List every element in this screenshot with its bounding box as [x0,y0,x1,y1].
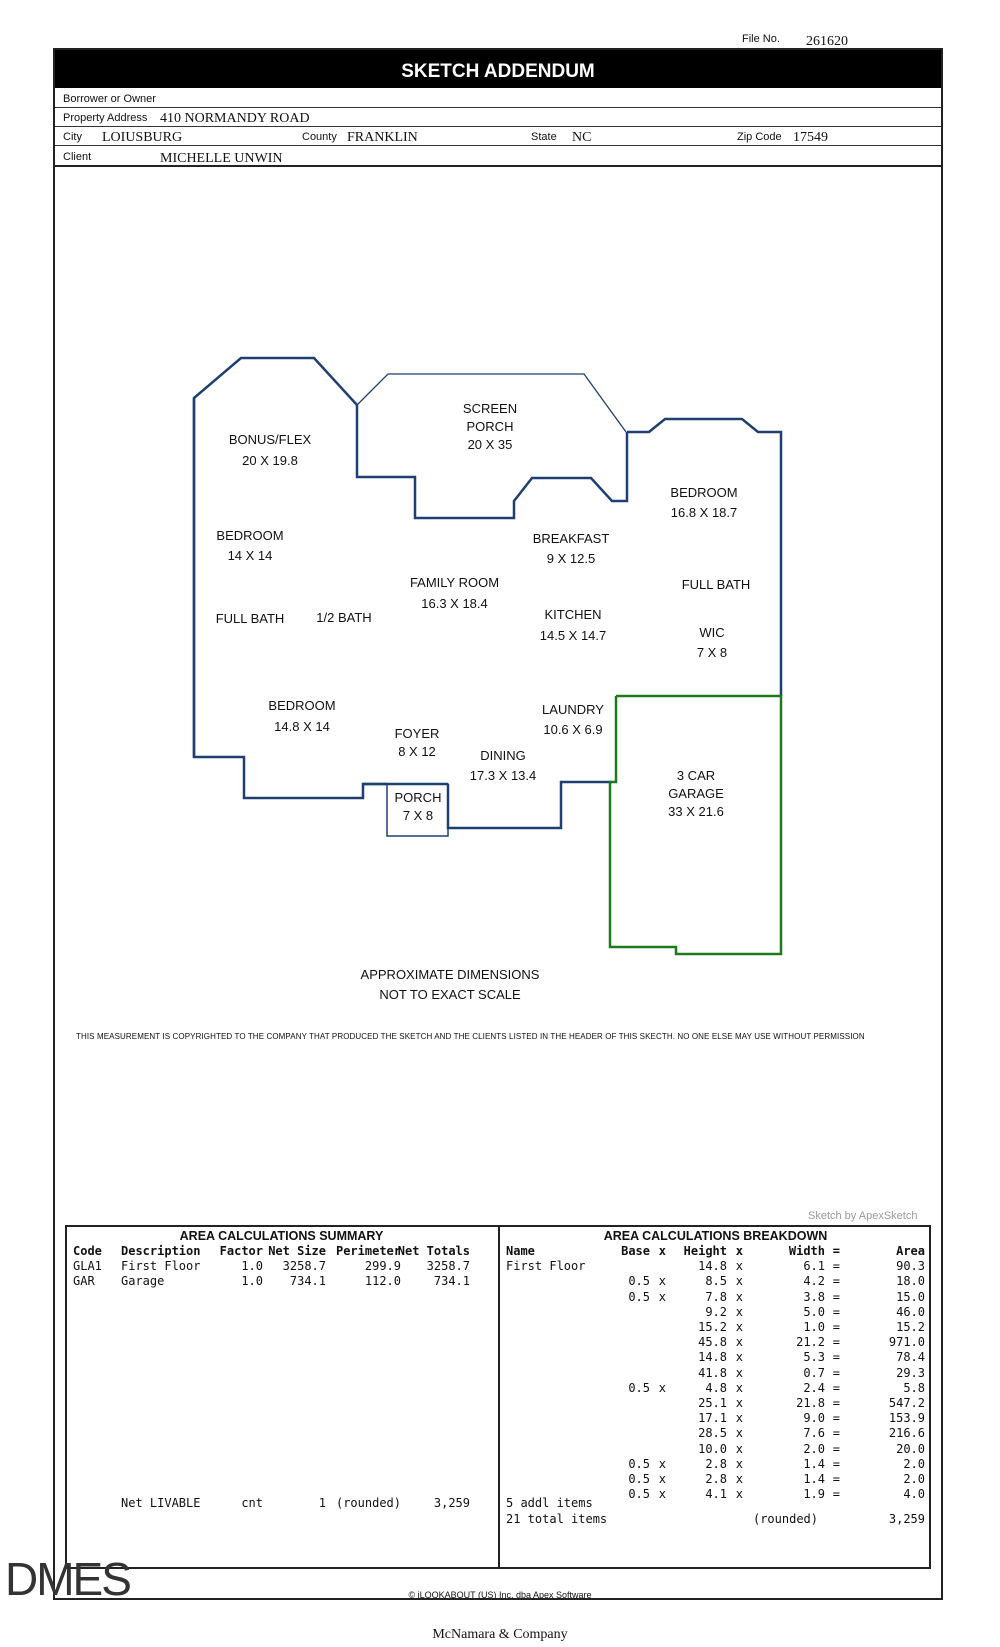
breakdown-operator: x [658,1274,666,1289]
breakdown-height: 7.8 [705,1289,727,1304]
room-dims: 16.3 X 18.4 [421,596,488,611]
breakdown-title: AREA CALCULATIONS BREAKDOWN [603,1229,828,1243]
borrower-label: Borrower or Owner [63,93,156,105]
summary-row-cell: 734.1 [289,1274,326,1289]
breakdown-header-cell: Width [788,1244,825,1258]
room-dims: 20 X 35 [467,437,513,452]
breakdown-operator: = [832,1259,840,1274]
room-dims: 14 X 14 [227,548,273,563]
city-label: City [63,131,82,143]
breakdown-area: 18.0 [896,1274,925,1289]
breakdown-operator: x [735,1472,743,1486]
breakdown-width: 7.6 [803,1426,825,1441]
room-garage [651,767,741,821]
breakdown-operator: x [735,1441,743,1456]
room-name: SCREEN PORCH [462,401,518,434]
breakdown-operator: x [658,1472,666,1486]
breakdown-header-cell: Name [506,1244,535,1258]
room-name: WIC [699,625,725,640]
breakdown-factor: 0.5 [628,1487,650,1502]
breakdown-height: 28.5 [698,1426,727,1441]
breakdown-width: 21.8 [796,1396,825,1410]
room-dims: 14.5 X 14.7 [539,628,607,643]
breakdown-width: 21.2 [796,1335,825,1350]
summary-total-cell: 1 [318,1496,326,1511]
room-foyer [367,725,467,761]
breakdown-width: 5.3 [803,1350,825,1365]
room-dims: 16.8 X 18.7 [670,505,738,520]
zip-label: Zip Code [737,131,782,143]
breakdown-width: 1.4 [803,1472,825,1486]
breakdown-operator: x [735,1320,743,1334]
summary-row-cell: 3258.7 [426,1259,470,1274]
summary-row-cell: 1.0 [241,1259,263,1274]
summary-row-cell: GAR [73,1274,95,1289]
breakdown-width: 9.0 [803,1411,825,1426]
breakdown-height: 15.2 [698,1320,727,1334]
breakdown-operator: = [832,1289,840,1304]
sketch-credit: Sketch by ApexSketch [808,1210,918,1222]
summary-header-cell: Code [73,1244,102,1258]
breakdown-height: 17.1 [698,1411,727,1426]
breakdown-name: First Floor [506,1259,586,1274]
breakdown-area: 29.3 [896,1365,925,1380]
breakdown-header-cell: Height [683,1244,727,1258]
breakdown-area: 90.3 [896,1259,925,1274]
room-dims: 9 X 12.5 [546,551,596,566]
room-breakfast [521,530,621,568]
summary-header-cell: Factor [219,1244,263,1258]
room-name: KITCHEN [544,607,602,622]
breakdown-operator: = [832,1411,840,1426]
breakdown-header-cell: x [658,1244,666,1258]
summary-total-cell: Net LIVABLE [121,1496,201,1511]
summary-row-cell: Garage [121,1274,165,1289]
breakdown-width: 0.7 [803,1365,825,1380]
breakdown-area: 971.0 [888,1335,925,1350]
client-value: MICHELLE UNWIN [160,151,283,166]
county-value: FRANKLIN [347,130,418,145]
breakdown-operator: x [658,1487,666,1502]
room-name: LAUNDRY [542,702,604,717]
note-line-1: APPROXIMATE DIMENSIONS [360,967,540,982]
breakdown-operator: x [735,1380,743,1395]
breakdown-area: 153.9 [888,1411,925,1426]
garage-outline [610,696,781,954]
breakdown-area: 2.0 [903,1472,925,1486]
breakdown-operator: x [735,1259,743,1274]
breakdown-operator: x [735,1411,743,1426]
room-name: BEDROOM [268,698,336,713]
breakdown-operator: x [735,1335,743,1350]
breakdown-operator: x [735,1289,743,1304]
summary-header-cell: Perimeter [335,1244,401,1258]
county-label: County [302,131,337,143]
breakdown-width: 4.2 [803,1274,825,1289]
room-dims: 7 X 8 [696,645,728,660]
room-name: FULL BATH [681,577,751,592]
breakdown-operator: = [832,1380,840,1395]
breakdown-operator: = [832,1456,840,1471]
summary-row-cell: 299.9 [364,1259,401,1274]
breakdown-width: 6.1 [803,1259,825,1274]
room-bedroom-right [654,484,754,522]
room-name: FULL BATH [215,611,285,626]
breakdown-width: 2.0 [803,1441,825,1456]
room-name: DINING [480,748,526,763]
room-name: BEDROOM [670,485,738,500]
breakdown-height: 14.8 [698,1259,727,1274]
breakdown-area: 4.0 [903,1487,925,1502]
room-half-bath [299,609,389,627]
room-name: FOYER [394,726,440,741]
breakdown-factor: 0.5 [628,1289,650,1304]
breakdown-operator: x [658,1380,666,1395]
summary-title: AREA CALCULATIONS SUMMARY [179,1229,384,1243]
room-bedroom-left [200,527,300,565]
breakdown-operator: = [832,1320,840,1334]
breakdown-rounded-total: 3,259 [888,1511,925,1526]
breakdown-area: 547.2 [888,1396,925,1410]
room-dims: 8 X 12 [398,744,436,759]
room-dining [453,747,553,785]
breakdown-width: 2.4 [803,1380,825,1395]
breakdown-factor: 0.5 [628,1380,650,1395]
breakdown-area: 78.4 [896,1350,925,1365]
breakdown-operator: = [832,1472,840,1486]
breakdown-operator: x [735,1350,743,1365]
breakdown-height: 2.8 [705,1456,727,1471]
breakdown-operator: x [735,1426,743,1441]
breakdown-operator: = [832,1350,840,1365]
breakdown-width: 1.4 [803,1456,825,1471]
room-dims: 14.8 X 14 [274,719,330,734]
room-name: FAMILY ROOM [409,575,500,590]
company-name: McNamara & Company [432,1627,568,1642]
breakdown-total-items: 21 total items [506,1511,608,1526]
room-bedroom-front [252,697,352,736]
summary-row-cell: 734.1 [433,1274,470,1289]
file-no-value: 261620 [806,34,848,49]
room-name: BONUS/FLEX [228,432,312,447]
breakdown-area: 15.0 [896,1289,925,1304]
breakdown-operator: x [735,1365,743,1380]
dimension-note [330,967,570,1002]
file-no-label: File No. [742,33,780,45]
summary-header-cell: Net Size [268,1244,326,1258]
page-title: SKETCH ADDENDUM [55,50,941,88]
breakdown-width: 5.0 [803,1304,825,1319]
property-value: 410 NORMANDY ROAD [160,111,310,126]
breakdown-width: 3.8 [803,1289,825,1304]
software-credit: © iLOOKABOUT (US) Inc. dba Apex Software [408,1590,592,1600]
room-laundry [523,701,623,739]
state-value: NC [572,130,592,145]
breakdown-factor: 0.5 [628,1472,650,1486]
room-name: 1/2 BATH [316,610,372,625]
room-full-bath-right [666,576,766,594]
breakdown-operator: x [735,1274,743,1289]
breakdown-height: 45.8 [698,1335,727,1350]
room-dims: 20 X 19.8 [242,453,298,468]
breakdown-header-cell: Base [621,1244,650,1258]
room-dims: 17.3 X 13.4 [469,768,537,783]
room-dims: 10.6 X 6.9 [543,722,603,737]
zip-value: 17549 [793,130,828,145]
room-full-bath-left [200,610,300,628]
room-dims: 7 X 8 [402,808,434,823]
breakdown-operator: = [832,1426,840,1441]
breakdown-operator: x [658,1289,666,1304]
copyright-notice: THIS MEASUREMENT IS COPYRIGHTED TO THE COMPANY THAT PRODUCED THE SKETCH AND THE CLIENTS LISTED IN THE HEADER OF THIS SKECTH. NO ONE ELSE MAY USE WITHOUT PERMISSION [76,1032,865,1041]
state-label: State [531,131,557,143]
note-line-2: NOT TO EXACT SCALE [379,987,521,1002]
dmes-watermark: DMES [5,1553,130,1605]
breakdown-height: 8.5 [705,1274,727,1289]
room-name: 3 CAR GARAGE [668,768,724,801]
room-screen-porch [438,400,542,454]
summary-header-cell: Net Totals [397,1244,470,1258]
room-name: BREAKFAST [532,531,610,546]
breakdown-operator: = [832,1274,840,1289]
room-wic [662,624,762,662]
summary-total-cell: (rounded) [335,1496,401,1511]
breakdown-header-cell: Area [896,1244,925,1258]
breakdown-width: 1.9 [803,1487,825,1502]
breakdown-height: 4.1 [705,1487,727,1502]
breakdown-operator: x [658,1456,666,1471]
breakdown-area: 2.0 [903,1456,925,1471]
breakdown-header-cell: x [735,1244,743,1258]
breakdown-area: 20.0 [896,1441,925,1456]
summary-row-cell: 1.0 [241,1274,263,1289]
breakdown-operator: x [735,1396,743,1410]
summary-total-cell: 3,259 [433,1496,470,1511]
breakdown-width: 1.0 [803,1320,825,1334]
summary-row-cell: 112.0 [364,1274,401,1289]
breakdown-operator: x [735,1487,743,1502]
breakdown-height: 2.8 [705,1472,727,1486]
summary-total-cell: cnt [241,1496,263,1511]
breakdown-height: 10.0 [698,1441,727,1456]
room-bonus-flex [220,431,320,470]
breakdown-factor: 0.5 [628,1274,650,1289]
breakdown-height: 4.8 [705,1380,727,1395]
breakdown-height: 9.2 [705,1304,727,1319]
summary-header-cell: Description [121,1244,201,1258]
breakdown-header-cell: = [832,1244,840,1258]
breakdown-operator: = [832,1335,840,1350]
property-label: Property Address [63,112,148,124]
breakdown-operator: = [832,1365,840,1380]
breakdown-area: 15.2 [896,1320,925,1334]
breakdown-operator: = [832,1487,840,1502]
breakdown-operator: = [832,1396,840,1410]
breakdown-operator: = [832,1304,840,1319]
breakdown-area: 5.8 [903,1380,925,1395]
breakdown-operator: x [735,1456,743,1471]
room-porch [388,789,448,825]
breakdown-addl-items: 5 addl items [506,1496,593,1511]
breakdown-height: 25.1 [698,1396,727,1410]
breakdown-area: 46.0 [896,1304,925,1319]
room-kitchen [523,606,623,645]
room-dims: 33 X 21.6 [668,804,724,819]
front-wall-outline [448,782,612,828]
summary-row-cell: 3258.7 [282,1259,326,1274]
breakdown-rounded-label: (rounded) [752,1511,818,1526]
breakdown-operator: x [735,1304,743,1319]
room-family-room [397,574,512,613]
breakdown-area: 216.6 [888,1426,925,1441]
breakdown-factor: 0.5 [628,1456,650,1471]
city-value: LOIUSBURG [102,130,183,145]
room-name: PORCH [394,790,442,805]
client-label: Client [63,151,92,163]
summary-table [65,1244,498,1544]
breakdown-height: 14.8 [698,1350,727,1365]
summary-row-cell: First Floor [121,1259,201,1274]
room-name: BEDROOM [216,528,284,543]
breakdown-height: 41.8 [698,1365,727,1380]
breakdown-table [500,1244,931,1564]
summary-row-cell: GLA1 [73,1259,102,1274]
breakdown-operator: = [832,1441,840,1456]
